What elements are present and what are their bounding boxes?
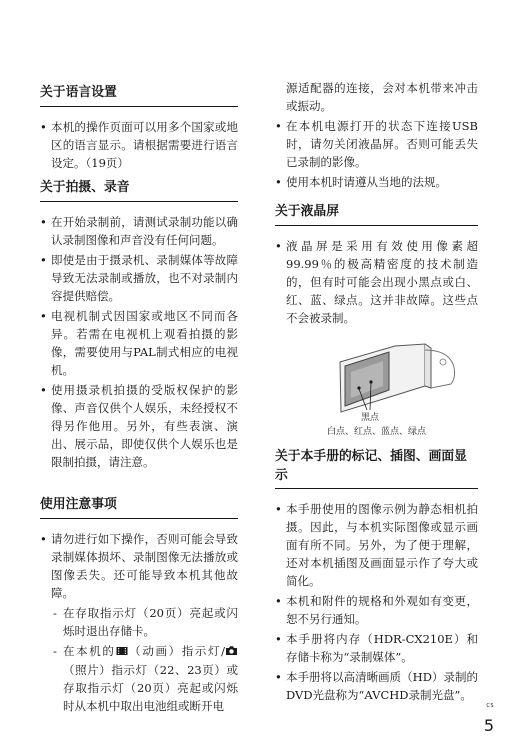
section-recording bbox=[40, 178, 238, 473]
section-heading-notation: 关于本手册的标记、插图、画面显示 bbox=[275, 447, 478, 489]
list-item: • 在开始录制前，请测试录制功能以确认录制图像和声音没有任何问题。 bbox=[40, 213, 238, 249]
list-item: • 使用本机时请遵从当地的法规。 bbox=[275, 173, 478, 191]
figure-label-colored-dots: 白点、红点、蓝点、绿点 bbox=[327, 427, 427, 437]
section-heading-lcd: 关于液晶屏 bbox=[275, 202, 478, 226]
camera-icon bbox=[225, 643, 238, 661]
figure-label-black-dot: 黑点 bbox=[361, 413, 380, 423]
list-item: • 电视机制式因国家或地区不同而各异。若需在电视机上观看拍摄的影像，需要使用与PAL制式相应的电视机。 bbox=[40, 307, 238, 379]
recording-list bbox=[40, 213, 238, 471]
list-item bbox=[40, 530, 238, 715]
list-item: • 本手册使用的图像示例为静态相机拍摄。因此，与本机实际图像或显示画面有所不同。另外，为了便于理解，还对本机插图及画面显示作了夸大或简化。 bbox=[275, 500, 478, 590]
section-heading-language: 关于语言设置 bbox=[40, 83, 238, 107]
section-precautions bbox=[40, 495, 238, 717]
section-lcd bbox=[275, 202, 478, 329]
section-heading-precautions: 使用注意事项 bbox=[40, 495, 238, 519]
lcd-list bbox=[275, 237, 478, 327]
precaution-sublist bbox=[51, 604, 238, 715]
sublist-text: 在本机的 bbox=[63, 644, 116, 658]
section-heading-recording: 关于拍摄、录音 bbox=[40, 178, 238, 202]
sublist-item bbox=[51, 642, 238, 715]
notation-list bbox=[275, 500, 478, 704]
list-item: • 液晶屏是采用有效使用像素超99.99％的极高精密度的技术制造的，但有时可能会出现小黑点或白、红、蓝、绿点。这并非故障。这些点不会被录制。 bbox=[275, 237, 478, 327]
list-item: • 即使是由于摄录机、录制媒体等故障导致无法录制或播放，也不对录制内容提供赔偿。 bbox=[40, 251, 238, 305]
sublist-text: （动画）指示灯/ bbox=[127, 644, 226, 658]
list-item: • 本手册将内存（HDR-CX210E）和存储卡称为“录制媒体”。 bbox=[275, 630, 478, 666]
lcd-figure bbox=[275, 332, 478, 438]
language-code: CS bbox=[486, 703, 494, 709]
list-item: • 本机和附件的规格和外观如有变更，恕不另行通知。 bbox=[275, 592, 478, 628]
section-language bbox=[40, 83, 238, 174]
precaution-intro: 请勿进行如下操作，否则可能会导致录制媒体损坏、录制图像无法播放或图像丢失。还可能导致本机其他故障。 bbox=[51, 532, 238, 600]
sublist-item: - 在存取指示灯（20页）亮起或闪烁时退出存储卡。 bbox=[51, 604, 238, 640]
continuation-text: 源适配器的连接，会对本机带来冲击或振动。 bbox=[286, 81, 478, 113]
page-number: 5 bbox=[483, 716, 494, 735]
precautions-list-continued bbox=[275, 117, 478, 191]
list-item: • 使用摄录机拍摄的受版权保护的影像、声音仅供个人娱乐，未经授权不得另作他用。另外，有些表演、演出、展示品，即使仅供个人娱乐也是限制拍摄，请注意。 bbox=[40, 381, 238, 471]
sublist-text: （照片）指示灯（22、23页）或存取指示灯（20页）亮起或闪烁时从本机中取出电池组或断开电 bbox=[63, 663, 238, 713]
list-item: • 本机的操作页面可以用多个国家或地区的语言显示。请根据需要进行语言设定。（19页） bbox=[40, 118, 238, 172]
list-item: • 本手册将以高清晰画质（HD）录制的DVD光盘称为“AVCHD录制光盘”。 bbox=[275, 668, 478, 704]
list-item: • 在本机电源打开的状态下连接USB时，请勿关闭液晶屏。否则可能丢失已录制的影像。 bbox=[275, 117, 478, 171]
section-notation bbox=[275, 447, 478, 706]
language-list bbox=[40, 118, 238, 172]
movie-icon bbox=[116, 643, 128, 661]
precautions-list bbox=[40, 530, 238, 715]
precautions-continued bbox=[275, 79, 478, 193]
